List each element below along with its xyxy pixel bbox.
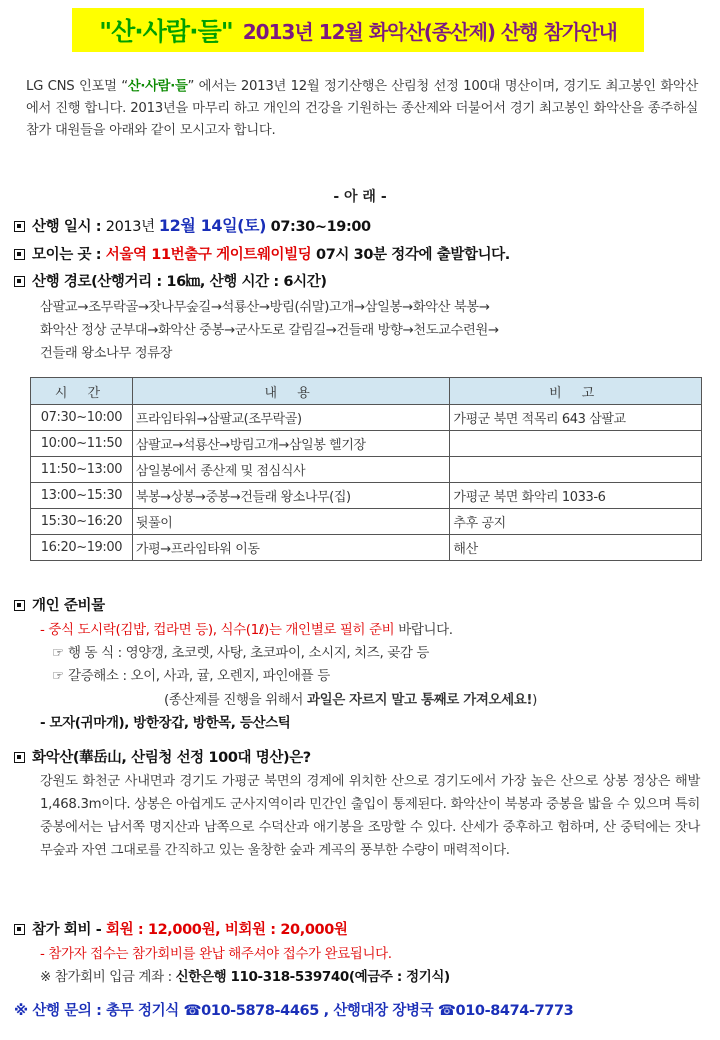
square-bullet-icon xyxy=(14,924,25,935)
preparation-snack xyxy=(52,641,429,661)
square-bullet-icon xyxy=(14,221,25,232)
section-preparation xyxy=(14,594,105,615)
fee-warning: - 참가자 접수는 참가회비를 완납 해주셔야 접수가 완료됩니다. xyxy=(40,946,392,962)
cell-time: 16:20~19:00 xyxy=(31,535,133,561)
datetime-year: 2013년 xyxy=(105,219,159,235)
header-content: 내 용 xyxy=(132,378,450,405)
page-title: 2013년 12월 화악산(종산제) 산행 참가안내 xyxy=(242,19,617,44)
cell-note: 가평군 북면 적목리 643 삼팔교 xyxy=(450,405,702,431)
meeting-note: 07시 30분 정각에 출발합니다. xyxy=(311,247,510,263)
lunch-required: - 중식 도시락(김밥, 컵라면 등), 식수(1ℓ)는 개인별로 필히 준비 xyxy=(40,622,395,638)
section-fee xyxy=(14,918,348,939)
note-suffix: ) xyxy=(532,692,538,708)
intro-prefix: LG CNS 인포멀 “ xyxy=(26,79,128,94)
hand-pointer-icon: ☞ xyxy=(52,668,64,684)
fee-account xyxy=(40,965,450,985)
square-bullet-icon xyxy=(14,600,25,611)
title-brand: "산·사람·들" xyxy=(99,17,233,46)
intro-brand: 산·사람·들 xyxy=(127,79,188,94)
route-line: 삼팔교→조무락골→잣나무숲길→석룡산→방림(쉬말)고개→삼일봉→화악산 북봉→ xyxy=(40,300,490,315)
cell-content: 뒷풀이 xyxy=(132,509,450,535)
cell-content: 북봉→상봉→중봉→건들래 왕소나무(집) xyxy=(132,483,450,509)
cell-time: 10:00~11:50 xyxy=(31,431,133,457)
schedule-table xyxy=(30,377,702,561)
route-line: 화악산 정상 군부대→화악산 중봉→군사도로 갈림길→건들래 방향→천도교수련원→ xyxy=(40,323,499,338)
cell-time: 15:30~16:20 xyxy=(31,509,133,535)
table-row xyxy=(31,405,702,431)
cell-note: 추후 공지 xyxy=(450,509,702,535)
cell-note xyxy=(450,431,702,457)
square-bullet-icon xyxy=(14,249,25,260)
route-line: 건들래 왕소나무 정류장 xyxy=(40,346,173,361)
account-prefix: ※ 참가회비 입금 계좌 : xyxy=(40,969,176,985)
preparation-thirst xyxy=(52,664,330,684)
title-banner xyxy=(72,8,644,52)
cell-time: 13:00~15:30 xyxy=(31,483,133,509)
section-mountain xyxy=(14,746,311,767)
table-row xyxy=(31,457,702,483)
note-bold: 과일은 자르지 말고 통째로 가져오세요! xyxy=(306,692,533,708)
square-bullet-icon xyxy=(14,276,25,287)
route-label: 산행 경로(산행거리 : 16㎞, 산행 시간 : 6시간) xyxy=(32,274,327,290)
meeting-label: 모이는 곳 : xyxy=(32,247,106,263)
account-number: 신한은행 110-318-539740(예금주 : 정기식) xyxy=(175,969,450,985)
fee-label: 참가 회비 - xyxy=(32,922,106,938)
lunch-tail: 바랍니다. xyxy=(394,622,453,638)
preparation-note xyxy=(164,688,537,708)
header-note: 비 고 xyxy=(450,378,702,405)
cell-time: 07:30~10:00 xyxy=(31,405,133,431)
mountain-description: 강원도 화천군 사내면과 경기도 가평군 북면의 경계에 위치한 산으로 경기도에서 가장 높은 산으로 상봉 정상은 해발 1,468.3m이다. 상봉은 아쉽게도 군사지역이라 민간인 출입이 통제된다. 화악산이 북봉과 중봉을 밟을 수 있으며 특히 중봉에서는 남서쪽 명지산과 남쪽으로 수덕산과 애기봉을 조망할 수 있다. 산세가 중후하고 험하며, 산 중턱에는 잣나무숲과 자연 그대로를 간직하고 있는 울창한 숲과 계곡의 풍부한 수량이 매력적이다. xyxy=(40,774,700,858)
header-time: 시 간 xyxy=(31,378,133,405)
intro-paragraph xyxy=(26,76,698,142)
cell-note: 해산 xyxy=(450,535,702,561)
cell-content: 가평→프라임타워 이동 xyxy=(132,535,450,561)
thirst-text: 갈증해소 : 오이, 사과, 귤, 오렌지, 파인애플 등 xyxy=(68,668,330,684)
datetime-time: 07:30~19:00 xyxy=(266,219,371,235)
cell-note xyxy=(450,457,702,483)
section-datetime xyxy=(14,213,371,236)
table-header-row xyxy=(31,378,702,405)
cell-content: 삼일봉에서 종산제 및 점심식사 xyxy=(132,457,450,483)
mountain-label: 화악산(華岳山, 산림청 선정 100대 명산)은? xyxy=(32,750,311,766)
preparation-lunch xyxy=(40,618,453,638)
table-row xyxy=(31,431,702,457)
center-mark: - 아 래 - xyxy=(333,189,387,205)
intro-body: ” 에서는 2013년 12월 정기산행은 산림청 선정 100대 명산이며, 경기도 최고봉인 화악산에서 진행 합니다. 2013년을 마무리 하고 개인의 건강을 기원하는 종산제와 더불어서 경기 최고봉인 화악산을 종주하실 참가 대원들을 아래와 같이 모시고자 합니다. xyxy=(26,79,699,138)
snack-text: 행 동 식 : 영양갱, 초코렛, 사탕, 초코파이, 소시지, 치즈, 곶감 등 xyxy=(68,645,430,661)
table-row xyxy=(31,509,702,535)
section-route xyxy=(14,270,327,291)
square-bullet-icon xyxy=(14,752,25,763)
note-prefix: (종산제를 진행을 위해서 xyxy=(164,692,307,708)
route-text xyxy=(40,296,700,365)
section-meeting xyxy=(14,243,510,264)
cell-content: 프라임타워→삼팔교(조무락골) xyxy=(132,405,450,431)
cell-time: 11:50~13:00 xyxy=(31,457,133,483)
table-row xyxy=(31,535,702,561)
datetime-label: 산행 일시 : xyxy=(32,219,106,235)
cell-note: 가평군 북면 화악리 1033-6 xyxy=(450,483,702,509)
fee-amounts: 회원 : 12,000원, 비회원 : 20,000원 xyxy=(106,922,348,938)
datetime-date: 12월 14일(토) xyxy=(158,216,267,235)
contact-footer: ※ 산행 문의 : 총무 정기식 ☎010-5878-4465 , 산행대장 장병국 ☎010-8474-7773 xyxy=(14,1003,574,1019)
preparation-gear: - 모자(귀마개), 방한장갑, 방한목, 등산스틱 xyxy=(40,715,291,731)
table-row xyxy=(31,483,702,509)
hand-pointer-icon: ☞ xyxy=(52,645,64,661)
preparation-label: 개인 준비물 xyxy=(32,598,105,614)
cell-content: 삼팔교→석룡산→방림고개→삼일봉 헬기장 xyxy=(132,431,450,457)
meeting-place: 서울역 11번출구 게이트웨이빌딩 xyxy=(105,247,312,263)
